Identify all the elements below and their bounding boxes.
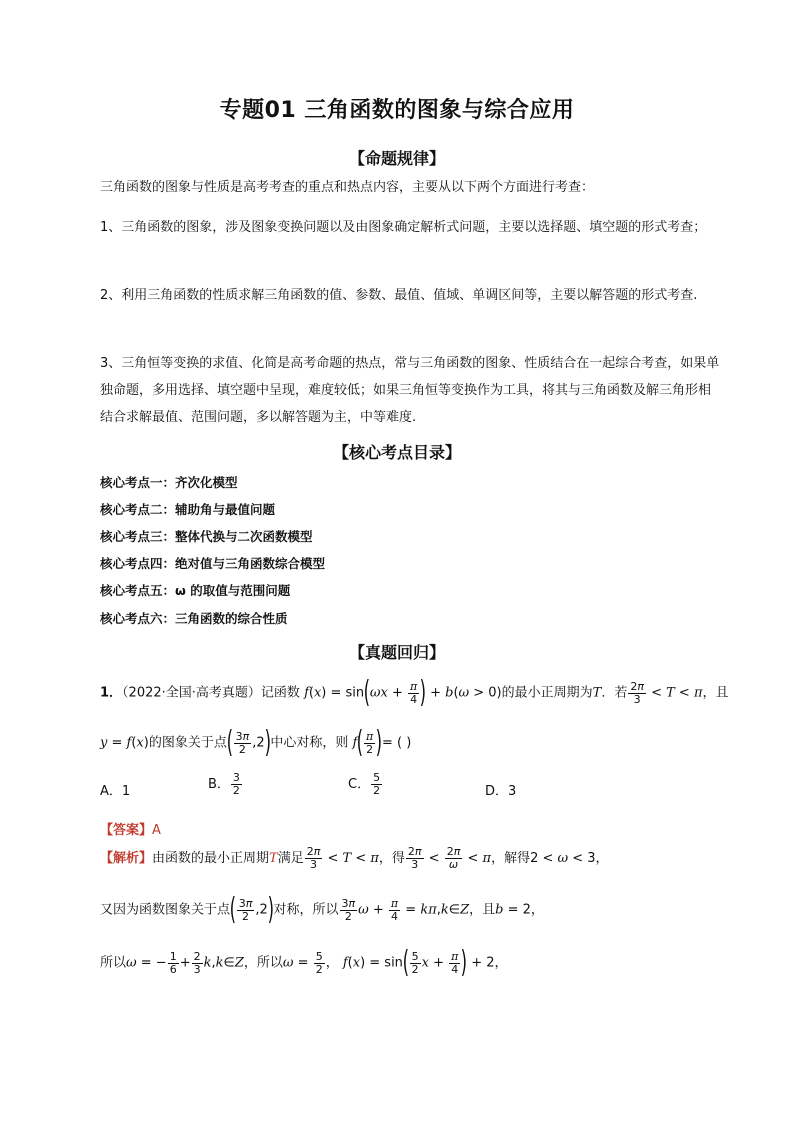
question-text: ，且	[702, 685, 729, 701]
intro-paragraph-0: 三角函数的图象与性质是高考考查的重点和热点内容，主要从以下两个方面进行考查：	[100, 180, 595, 195]
question-text: 记函数	[260, 685, 300, 701]
question-text: ．若	[601, 685, 628, 701]
intro-paragraph-2: 2、利用三角函数的性质求解三角函数的值、参数、最值、值域、单调区间等，主要以解答题的形式考查.	[100, 288, 698, 303]
toc-item-5: 核心考点五：ω 的取值与范围问题	[100, 583, 291, 598]
formula-function: f	[304, 685, 309, 701]
analysis-tag: 【解析】	[100, 851, 153, 866]
toc-item-2: 核心考点二：辅助角与最值问题	[100, 502, 276, 517]
toc-item-6: 核心考点六：三角函数的综合性质	[100, 611, 288, 626]
question-text: = ( )	[381, 735, 412, 751]
intro-paragraph-3: 3、三角恒等变换的求值、化简是高考命题的热点，常与三角函数的图象、性质结合在一起综合考查，如果单独命题，多用选择、填空题中呈现，难度较低；如果三角恒等变换作为工具，将其与三角函数及解三角形相结合求解最值、范围问题，多以解答题为主，中等难度.	[100, 356, 720, 425]
analysis-line-2: 又因为函数图象关于点( $\frac{3\pi}{2}$ ,2)对称，所以 $\frac{3\pi}{2}$ ω + $\frac{\pi}{4}$ = kπ,k∈Z，且b = 2，	[100, 892, 544, 927]
toc-item-3: 核心考点三：整体代换与二次函数模型	[100, 529, 313, 544]
option-a: A．1	[100, 784, 131, 799]
question-number: 1．	[100, 685, 123, 701]
question-text: 中心对称，则	[270, 735, 349, 751]
analysis-line-3: 所以ω = − $\frac{1}{6}$ + $\frac{2}{3}$ k,k∈Z，所以ω = $\frac{5}{2}$ ， f(x) = sin( $\frac{5}{2}$ x + $\frac{\pi}{4}$ ) + 2，	[100, 945, 508, 980]
question-text: 的图象关于点	[148, 735, 227, 751]
question-1-line-2: y = f(x)的图象关于点( $\frac{3\pi}{2}$ ,2)中心对称，则 f( $\frac{\pi}{2}$ )= ( )	[100, 725, 412, 760]
option-c: C． $\frac{5}{2}$	[348, 771, 381, 797]
analysis-line-1: 【解析】由函数的最小正周期T满足 $\frac{2\pi}{3}$ < T < π，得 $\frac{2\pi}{3}$ < $\frac{2\pi}{\omega}$ < π，解得2 < ω < 3，	[100, 845, 609, 871]
section-heading-real: 【真题回归】	[348, 643, 445, 662]
question-text: 的最小正周期为	[501, 685, 593, 701]
answer-tag: 【答案】	[100, 823, 153, 838]
question-source: （2022·全国·高考真题）	[122, 685, 261, 701]
section-heading-core: 【核心考点目录】	[332, 443, 461, 462]
answer-line	[100, 819, 161, 838]
toc-item-1: 核心考点一：齐次化模型	[100, 475, 238, 490]
section-heading-rules: 【命题规律】	[348, 149, 445, 168]
option-d: D．3	[485, 784, 517, 799]
answer-value: A	[152, 823, 161, 838]
question-1-line-1: 1．（2022·全国·高考真题）记函数 f(x) = sin(ωx + $\frac{\pi}{4}$ ) + b(ω > 0)的最小正周期为T．若 $\frac{2\pi}{3}$ < T < π，且	[100, 675, 729, 710]
page-title: 专题01 三角函数的图象与综合应用	[219, 98, 575, 123]
intro-paragraph-1: 1、三角函数的图象，涉及图象变换问题以及由图象确定解析式问题，主要以选择题、填空题的形式考查；	[100, 220, 707, 235]
toc-item-4: 核心考点四：绝对值与三角函数综合模型	[100, 556, 326, 571]
option-b: B． $\frac{3}{2}$	[208, 771, 240, 797]
